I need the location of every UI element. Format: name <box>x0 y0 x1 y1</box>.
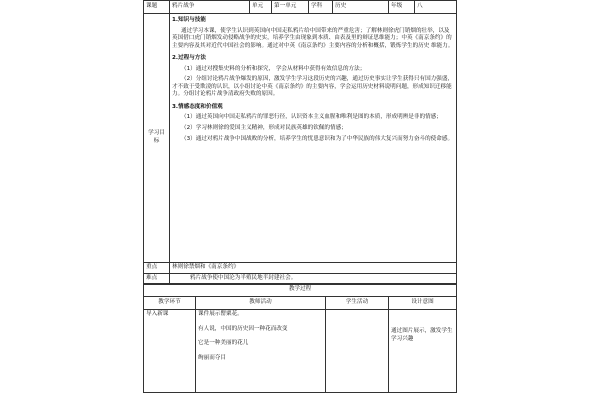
key-point-row <box>144 263 457 274</box>
section-paragraph: （1）通过对搜集史料的分析和探究， 学会从材料中获得有效信息的方法； <box>181 65 366 72</box>
difficulty-row <box>144 273 457 284</box>
objectives-row <box>144 14 457 263</box>
subject-value: 历史 <box>333 1 389 14</box>
section-title: 1.知识与技能 <box>172 17 206 23</box>
section-paragraph: （2）分组讨论鸦片战争爆发的原因，激发学生学习这段历史的兴趣，通过历史事实让学生获得只有国力强盛，才不致于受欺凌的认识，以小组讨论中英《南京条约》的主要内容，学会运用历史材料说明问题，形成知识迁移能力。分组讨论鸦片战争清政府失败的原因。 <box>172 76 454 98</box>
student-activity-cell <box>326 310 389 393</box>
column-header: 教学环节 <box>144 297 196 310</box>
section-paragraph: （1）通过英国向中国走私鸦片的罪恶行径，认识资本主义血腥和唯利是图的本质，形成明辨是非的情感； <box>181 114 442 121</box>
teacher-line: 有人说，中国的历史因一种花而改变 <box>198 325 288 332</box>
section-paragraph: （2）学习林则徐的爱国主义精神，形成对民族英雄的钦佩的情感； <box>181 125 347 132</box>
key-point-label: 重点 <box>144 263 170 274</box>
stage-cell: 导入新课 <box>144 310 196 393</box>
lesson-plan-document <box>143 0 456 393</box>
grade-label: 年级 <box>389 1 415 14</box>
design-intent-cell: 通过图片展示，激发学生学习兴趣 <box>389 310 457 393</box>
objectives-content <box>170 14 457 263</box>
column-header: 学生活动 <box>326 297 389 310</box>
column-header: 设计意图 <box>389 297 457 310</box>
column-header: 教师活动 <box>196 297 326 310</box>
process-header-row <box>144 297 457 310</box>
lesson-label: 课题 <box>144 1 170 14</box>
difficulty-label: 难点 <box>144 273 170 284</box>
objectives-label-text: 学习目标 <box>148 130 165 144</box>
header-row <box>144 1 457 14</box>
section-title: 2.过程与方法 <box>172 55 206 62</box>
process-table <box>143 284 457 393</box>
section-title: 3.情感态度和价值观 <box>172 103 223 110</box>
lesson-plan-table <box>143 0 457 284</box>
section-paragraph: （3）通过对鸦片战争中国战败的分析，培养学生的忧患意识和为了中华民族的伟大复兴而努力奋斗的使命感。 <box>181 135 454 142</box>
objectives-label <box>144 14 170 263</box>
key-point-value: 林则徐禁烟和《南京条约》 <box>170 263 457 274</box>
process-title-row <box>144 285 457 297</box>
grade-value: 八 <box>415 1 457 14</box>
process-title: 教学过程 <box>144 285 457 297</box>
teacher-line: 绚丽而夺目 <box>198 354 226 361</box>
teacher-line: 它是一种美丽的花儿 <box>198 340 249 347</box>
teacher-line: 课件展示罂粟花。 <box>198 311 243 318</box>
subject-label: 学科 <box>309 1 333 14</box>
section-paragraph: 通过学习本课，使学生认识到英国向中国走私鸦片给中国带来的严重危害；了解林则徐虎门销烟的壮举，以及英国借口虎门销烟发动侵略战争的史实，培养学生由现象到本质、由表及里的辩证思维能力；中英《南京条约》的主要内容及其对近代中国社会的影响。通过对中英《南京条约》主要内容的分析和概括，锻炼学生的历史 维能力。 <box>172 27 454 49</box>
unit-label: 单元 <box>250 1 272 14</box>
unit-value: 第一单元 <box>272 1 309 14</box>
table-row <box>144 310 457 393</box>
lesson-value: 鸦片战争 <box>170 1 250 14</box>
teacher-activity-cell <box>196 310 326 393</box>
difficulty-value: 鸦片战争使中国沦为半殖民地半封建社会。 <box>170 273 457 284</box>
